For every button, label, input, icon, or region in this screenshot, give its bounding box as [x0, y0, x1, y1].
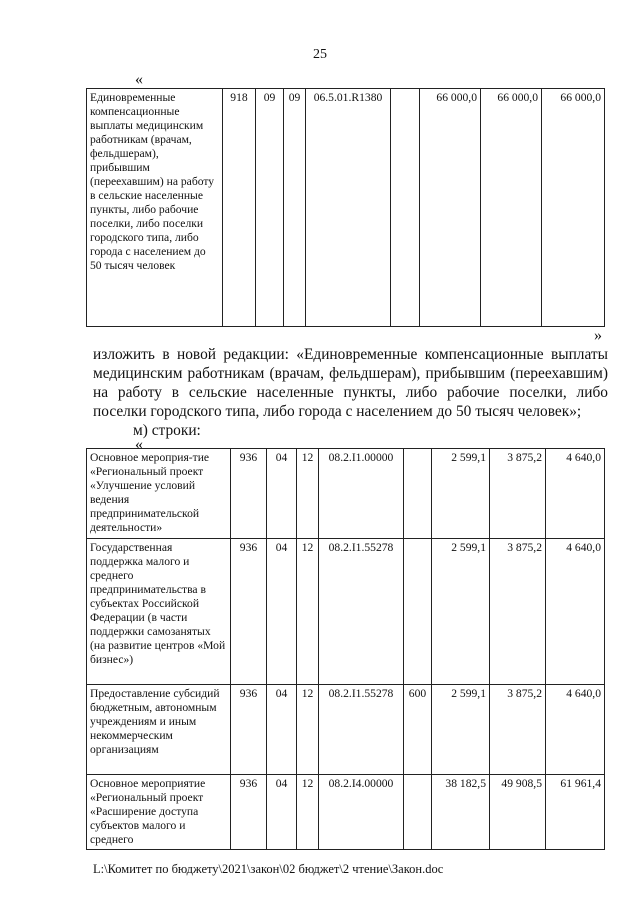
- row-name-cell: Основное мероприя-тие «Региональный проект «Улучшение условий ведения предпринимательской деятельности»: [87, 449, 231, 539]
- amount-year1-cell: 38 182,5: [432, 775, 490, 850]
- ministry-code-cell: 918: [223, 89, 256, 327]
- row-name-cell: Государственная поддержка малого и среднего предпринимательства в субъектах Российской Федерации (в части поддержки самозанятых (на развитие центров «Мой бизнес»): [87, 539, 231, 685]
- opening-quote-1: «: [135, 71, 143, 88]
- item-m-label: м) строки:: [133, 422, 201, 439]
- table-row: [87, 775, 605, 850]
- section-code-cell: 04: [267, 539, 297, 685]
- row-name-cell: Основное мероприятие «Региональный проект «Расширение доступа субъектов малого и среднего: [87, 775, 231, 850]
- amount-year3-cell: 4 640,0: [546, 685, 605, 775]
- amount-year2-cell: 66 000,0: [481, 89, 542, 327]
- target-article-cell: 06.5.01.R1380: [306, 89, 391, 327]
- budget-table-1: [86, 88, 605, 327]
- row-name-cell: Предоставление субсидий бюджетным, автономным учреждениям и иным некоммерческим организациям: [87, 685, 231, 775]
- budget-table-2: [86, 448, 605, 850]
- paragraph-line-2: медицинским работникам (врачам, фельдшерам), прибывшим (переехавшим): [93, 365, 608, 382]
- amount-year2-cell: 49 908,5: [490, 775, 546, 850]
- amount-year2-cell: 3 875,2: [490, 685, 546, 775]
- amount-year2-cell: 3 875,2: [490, 539, 546, 685]
- paragraph-line-1: изложить в новой редакции: «Единовременные компенсационные выплаты: [93, 346, 608, 363]
- closing-quote: »: [594, 327, 602, 344]
- amount-year1-cell: 2 599,1: [432, 685, 490, 775]
- opening-quote-2: «: [135, 436, 143, 453]
- expense-type-cell: [404, 449, 432, 539]
- ministry-code-cell: 936: [231, 449, 267, 539]
- expense-type-cell: [404, 775, 432, 850]
- amount-year2-cell: 3 875,2: [490, 449, 546, 539]
- paragraph-line-4: поселки городского типа, либо города с населением до 50 тысяч человек»;: [93, 403, 582, 420]
- amount-year3-cell: 4 640,0: [546, 539, 605, 685]
- amount-year1-cell: 2 599,1: [432, 449, 490, 539]
- section-code-cell: 04: [267, 449, 297, 539]
- target-article-cell: 08.2.I1.55278: [319, 539, 404, 685]
- ministry-code-cell: 936: [231, 685, 267, 775]
- target-article-cell: 08.2.I4.00000: [319, 775, 404, 850]
- target-article-cell: 08.2.I1.00000: [319, 449, 404, 539]
- subsection-code-cell: 09: [284, 89, 306, 327]
- table-row: [87, 539, 605, 685]
- row-name-cell: Единовременные компенсационные выплаты медицинским работникам (врачам, фельдшерам), прибывшим (переехавшим) на работу в сельские населенные пункты, либо рабочие поселки, либо поселки городского типа, либо города с населением до 50 тысяч человек: [87, 89, 223, 327]
- section-code-cell: 09: [256, 89, 284, 327]
- subsection-code-cell: 12: [297, 539, 319, 685]
- target-article-cell: 08.2.I1.55278: [319, 685, 404, 775]
- table-row: [87, 449, 605, 539]
- table-row: [87, 685, 605, 775]
- subsection-code-cell: 12: [297, 449, 319, 539]
- expense-type-cell: 600: [404, 685, 432, 775]
- amount-year3-cell: 66 000,0: [542, 89, 605, 327]
- ministry-code-cell: 936: [231, 775, 267, 850]
- amount-year3-cell: 61 961,4: [546, 775, 605, 850]
- amount-year1-cell: 66 000,0: [420, 89, 481, 327]
- amount-year3-cell: 4 640,0: [546, 449, 605, 539]
- page-number: 25: [313, 47, 327, 62]
- paragraph-line-3: на работу в сельские населенные пункты, либо рабочие поселки, либо: [93, 384, 608, 401]
- subsection-code-cell: 12: [297, 685, 319, 775]
- expense-type-cell: [391, 89, 420, 327]
- section-code-cell: 04: [267, 685, 297, 775]
- footer-file-path: L:\Комитет по бюджету\2021\закон\02 бюджет\2 чтение\Закон.doc: [93, 862, 444, 876]
- ministry-code-cell: 936: [231, 539, 267, 685]
- expense-type-cell: [404, 539, 432, 685]
- amount-year1-cell: 2 599,1: [432, 539, 490, 685]
- section-code-cell: 04: [267, 775, 297, 850]
- table-row: [87, 89, 605, 327]
- subsection-code-cell: 12: [297, 775, 319, 850]
